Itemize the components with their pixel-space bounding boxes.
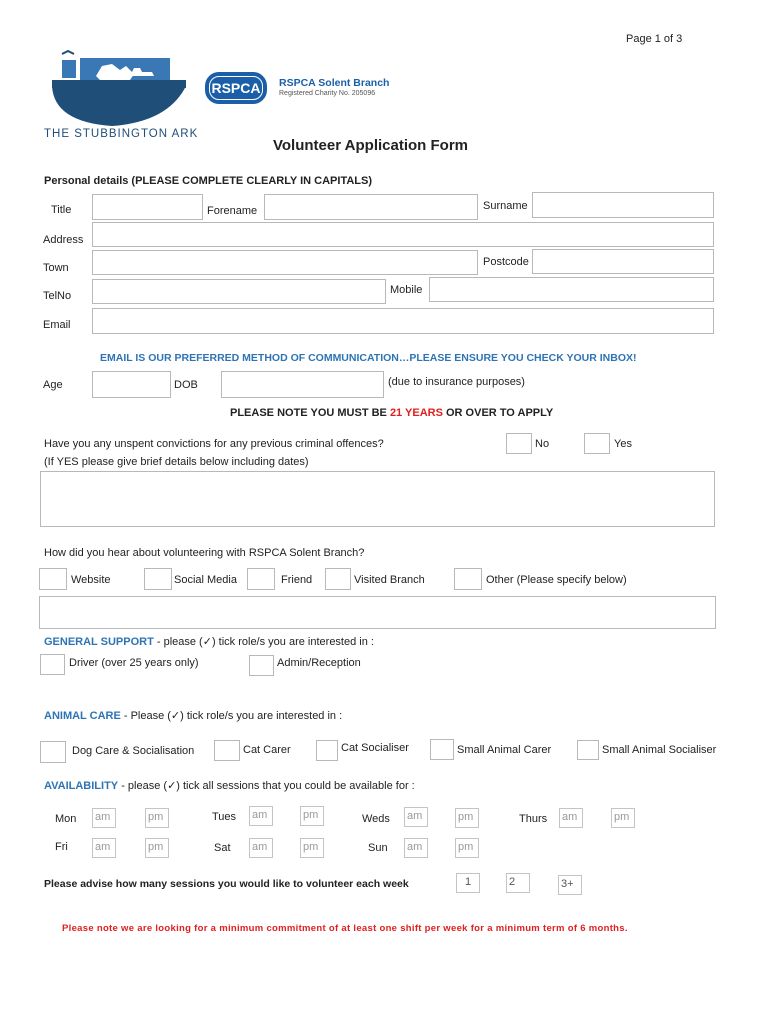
sessions-question: Please advise how many sessions you would like to volunteer each week xyxy=(44,878,409,890)
mobile-label: Mobile xyxy=(390,284,423,296)
forename-label: Forename xyxy=(207,205,258,217)
commitment-note: Please note we are looking for a minimum commitment of at least one shift per week for a minimum term of 6 months. xyxy=(62,923,628,934)
sat-am-checkbox[interactable]: am xyxy=(249,838,273,858)
title-field[interactable] xyxy=(92,194,203,220)
availability-instruction: - please (✓) tick all sessions that you could be available for : xyxy=(118,780,415,792)
convictions-yes-checkbox[interactable] xyxy=(584,433,610,454)
dob-label: DOB xyxy=(174,379,198,391)
mobile-field[interactable] xyxy=(429,277,714,302)
email-field[interactable] xyxy=(92,308,714,334)
small-animal-socialiser-label: Small Animal Socialiser xyxy=(602,744,717,756)
day-fri-label: Fri xyxy=(55,841,68,853)
postcode-label: Postcode xyxy=(483,256,529,268)
day-tues-label: Tues xyxy=(212,811,237,823)
rspca-charity-number: Registered Charity No. 205096 xyxy=(279,90,376,97)
day-mon-label: Mon xyxy=(55,813,77,825)
insurance-note: (due to insurance purposes) xyxy=(388,376,525,388)
small-animal-carer-checkbox[interactable] xyxy=(430,739,454,760)
day-thurs-label: Thurs xyxy=(519,813,548,825)
convictions-details-field[interactable] xyxy=(40,471,715,527)
hear-social-media-checkbox[interactable] xyxy=(144,568,172,590)
dog-care-label: Dog Care & Socialisation xyxy=(72,745,195,757)
cat-carer-label: Cat Carer xyxy=(243,744,291,756)
rspca-logo xyxy=(205,72,267,104)
day-sun-label: Sun xyxy=(368,842,388,854)
dog-care-checkbox[interactable] xyxy=(40,741,66,763)
fri-am-checkbox[interactable]: am xyxy=(92,838,116,858)
general-support-heading: GENERAL SUPPORT xyxy=(44,636,154,648)
forename-field[interactable] xyxy=(264,194,478,220)
availability-heading: AVAILABILITY xyxy=(44,780,119,792)
day-weds-label: Weds xyxy=(362,813,390,825)
hear-friend-label: Friend xyxy=(281,574,313,586)
convictions-no-checkbox[interactable] xyxy=(506,433,532,454)
convictions-question: Have you any unspent convictions for any previous criminal offences? xyxy=(44,438,384,450)
thurs-am-checkbox[interactable]: am xyxy=(559,808,583,828)
animal-care-instruction: - Please (✓) tick role/s you are interested in : xyxy=(120,710,343,722)
cat-carer-checkbox[interactable] xyxy=(214,740,240,761)
sun-pm-checkbox[interactable]: pm xyxy=(455,838,479,858)
telno-field[interactable] xyxy=(92,279,386,304)
tues-am-checkbox[interactable]: am xyxy=(249,806,273,826)
hear-visited-branch-checkbox[interactable] xyxy=(325,568,351,590)
personal-details-heading: Personal details (PLEASE COMPLETE CLEARLY IN CAPITALS) xyxy=(44,175,373,187)
sat-pm-checkbox[interactable]: pm xyxy=(300,838,324,858)
page-number: Page 1 of 3 xyxy=(626,33,683,45)
hear-about-question: How did you hear about volunteering with RSPCA Solent Branch? xyxy=(44,547,365,559)
small-animal-carer-label: Small Animal Carer xyxy=(457,744,552,756)
hear-other-label: Other (Please specify below) xyxy=(486,574,627,586)
stubbington-ark-logo xyxy=(40,46,205,146)
rspca-branch-name: RSPCA Solent Branch xyxy=(279,77,390,89)
animal-care-line xyxy=(44,709,342,722)
small-animal-socialiser-checkbox[interactable] xyxy=(577,740,599,760)
availability-line xyxy=(44,779,415,792)
cat-socialiser-label: Cat Socialiser xyxy=(341,742,409,754)
thurs-pm-checkbox[interactable]: pm xyxy=(611,808,635,828)
telno-label: TelNo xyxy=(43,290,72,302)
animal-care-heading: ANIMAL CARE xyxy=(44,710,121,722)
title-label: Title xyxy=(51,204,72,216)
cat-socialiser-checkbox[interactable] xyxy=(316,740,338,761)
sun-am-checkbox[interactable]: am xyxy=(404,838,428,858)
general-support-instruction: - please (✓) tick role/s you are interested in : xyxy=(153,636,374,648)
age-notice-prefix: PLEASE NOTE YOU MUST BE xyxy=(230,407,390,419)
hear-website-checkbox[interactable] xyxy=(39,568,67,590)
driver-label: Driver (over 25 years only) xyxy=(69,657,199,669)
address-field[interactable] xyxy=(92,222,714,247)
rspca-logo-text: RSPCA xyxy=(211,80,261,96)
age-field[interactable] xyxy=(92,371,171,398)
convictions-no-label: No xyxy=(535,438,550,450)
fri-pm-checkbox[interactable]: pm xyxy=(145,838,169,858)
mon-am-checkbox[interactable]: am xyxy=(92,808,116,828)
hear-social-media-label: Social Media xyxy=(174,574,237,586)
tues-pm-checkbox[interactable]: pm xyxy=(300,806,324,826)
admin-reception-checkbox[interactable] xyxy=(249,655,274,676)
stubbington-ark-name: THE STUBBINGTON ARK xyxy=(44,128,199,140)
convictions-detail: (If YES please give brief details below including dates) xyxy=(44,456,309,468)
convictions-yes-label: Yes xyxy=(614,438,632,450)
surname-label: Surname xyxy=(483,200,528,212)
age-notice-suffix: OR OVER TO APPLY xyxy=(442,407,554,419)
admin-reception-label: Admin/Reception xyxy=(277,657,361,669)
weds-pm-checkbox[interactable]: pm xyxy=(455,808,479,828)
general-support-line xyxy=(44,635,374,648)
driver-checkbox[interactable] xyxy=(40,654,65,675)
ark-icon xyxy=(40,46,205,131)
town-label: Town xyxy=(43,262,69,274)
page-title: Volunteer Application Form xyxy=(273,137,469,154)
hear-other-checkbox[interactable] xyxy=(454,568,482,590)
email-label: Email xyxy=(43,319,71,331)
day-sat-label: Sat xyxy=(214,842,231,854)
weds-am-checkbox[interactable]: am xyxy=(404,807,428,827)
hear-other-details-field[interactable] xyxy=(39,596,716,629)
sessions-1-checkbox[interactable]: 1 xyxy=(456,873,480,893)
address-label: Address xyxy=(43,234,84,246)
surname-field[interactable] xyxy=(532,192,714,218)
age-label: Age xyxy=(43,379,63,391)
age-requirement-notice xyxy=(230,407,553,419)
dob-field[interactable] xyxy=(221,371,384,398)
town-field[interactable] xyxy=(92,250,478,275)
sessions-3plus-checkbox[interactable]: 3+ xyxy=(558,875,582,895)
postcode-field[interactable] xyxy=(532,249,714,274)
hear-visited-branch-label: Visited Branch xyxy=(354,574,425,586)
hear-friend-checkbox[interactable] xyxy=(247,568,275,590)
email-preference-note: EMAIL IS OUR PREFERRED METHOD OF COMMUNICATION…PLEASE ENSURE YOU CHECK YOUR INBOX! xyxy=(100,352,637,364)
hear-website-label: Website xyxy=(71,574,111,586)
mon-pm-checkbox[interactable]: pm xyxy=(145,808,169,828)
age-notice-highlight: 21 YEARS xyxy=(389,407,443,419)
sessions-2-checkbox[interactable]: 2 xyxy=(506,873,530,893)
